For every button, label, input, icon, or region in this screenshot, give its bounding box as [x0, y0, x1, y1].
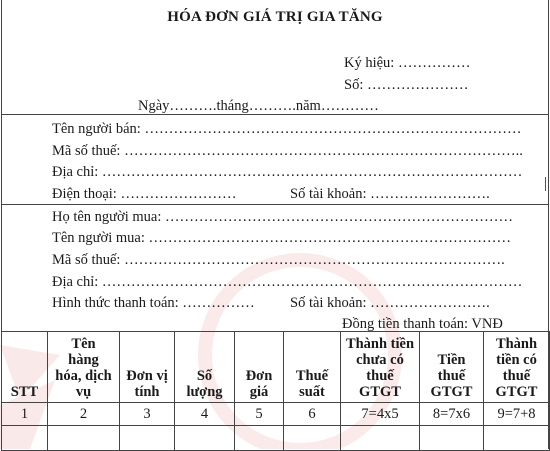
column-number: 1 [2, 403, 48, 426]
invoice-symbol: Ký hiệu: …………… [344, 55, 471, 71]
table-cell [235, 426, 284, 451]
table-cell [2, 426, 48, 451]
column-number: 5 [235, 403, 284, 426]
header-amount-before-tax: Thành tiền chưa có thuế GTGT [341, 332, 420, 403]
table-header-row [2, 332, 550, 403]
invoice-number: Số: ………………… [344, 77, 469, 93]
buyer-account: Số tài khoản: ……………………. [290, 295, 490, 311]
buyer-tax-code: Mã số thuế: ……………………………………………………………………. [52, 252, 505, 268]
header-total-with-tax: Thành tiền có thuế GTGT [484, 332, 550, 403]
table-cell [484, 426, 550, 451]
seller-tax-code: Mã số thuế: ……………………………………………………………………….. [52, 143, 523, 159]
seller-name: Tên người bán: …………………………………………………………………… [52, 121, 522, 137]
column-number: 6 [284, 403, 341, 426]
buyer-name: Tên người mua: ………………………………………………………………… [52, 230, 511, 246]
column-number: 4 [175, 403, 235, 426]
column-number: 2 [48, 403, 120, 426]
text-cursor [545, 177, 546, 191]
section-divider [1, 204, 549, 205]
seller-address: Địa chỉ: …………………………………………………………………………… [52, 164, 523, 180]
header-unit: Đơn vị tính [120, 332, 175, 403]
table-cell [120, 426, 175, 451]
header-stt: STT [2, 332, 48, 403]
header-tax-rate: Thuế suất [284, 332, 341, 403]
invoice-title: HÓA ĐƠN GIÁ TRỊ GIA TĂNG [167, 9, 383, 25]
section-divider [1, 114, 549, 115]
header-vat-amount: Tiền thuế GTGT [420, 332, 484, 403]
table-cell [341, 426, 420, 451]
buyer-full-name: Họ tên người mua: ……………………………………………………………… [52, 209, 513, 225]
header-quantity: Số lượng [175, 332, 235, 403]
column-number: 3 [120, 403, 175, 426]
seller-phone: Điện thoại: …………………… [52, 186, 237, 202]
items-table [1, 331, 550, 451]
column-number: 7=4x5 [341, 403, 420, 426]
table-cell [420, 426, 484, 451]
table-row [2, 426, 550, 451]
header-goods-name: Tên hàng hóa, dịch vụ [48, 332, 120, 403]
currency-note: Đồng tiền thanh toán: VNĐ [342, 316, 503, 332]
seller-account: Số tài khoản: ……………………. [290, 186, 490, 202]
column-number-row [2, 403, 550, 426]
column-number: 8=7x6 [420, 403, 484, 426]
buyer-payment-method: Hình thức thanh toán: …………… [52, 295, 255, 311]
table-cell [175, 426, 235, 451]
table-cell [284, 426, 341, 451]
table-cell [48, 426, 120, 451]
invoice-date: Ngày……….tháng……….năm………… [138, 98, 379, 114]
column-number: 9=7+8 [484, 403, 550, 426]
header-unit-price: Đơn giá [235, 332, 284, 403]
buyer-address: Địa chỉ: …………………………………………………………………………… [52, 274, 523, 290]
